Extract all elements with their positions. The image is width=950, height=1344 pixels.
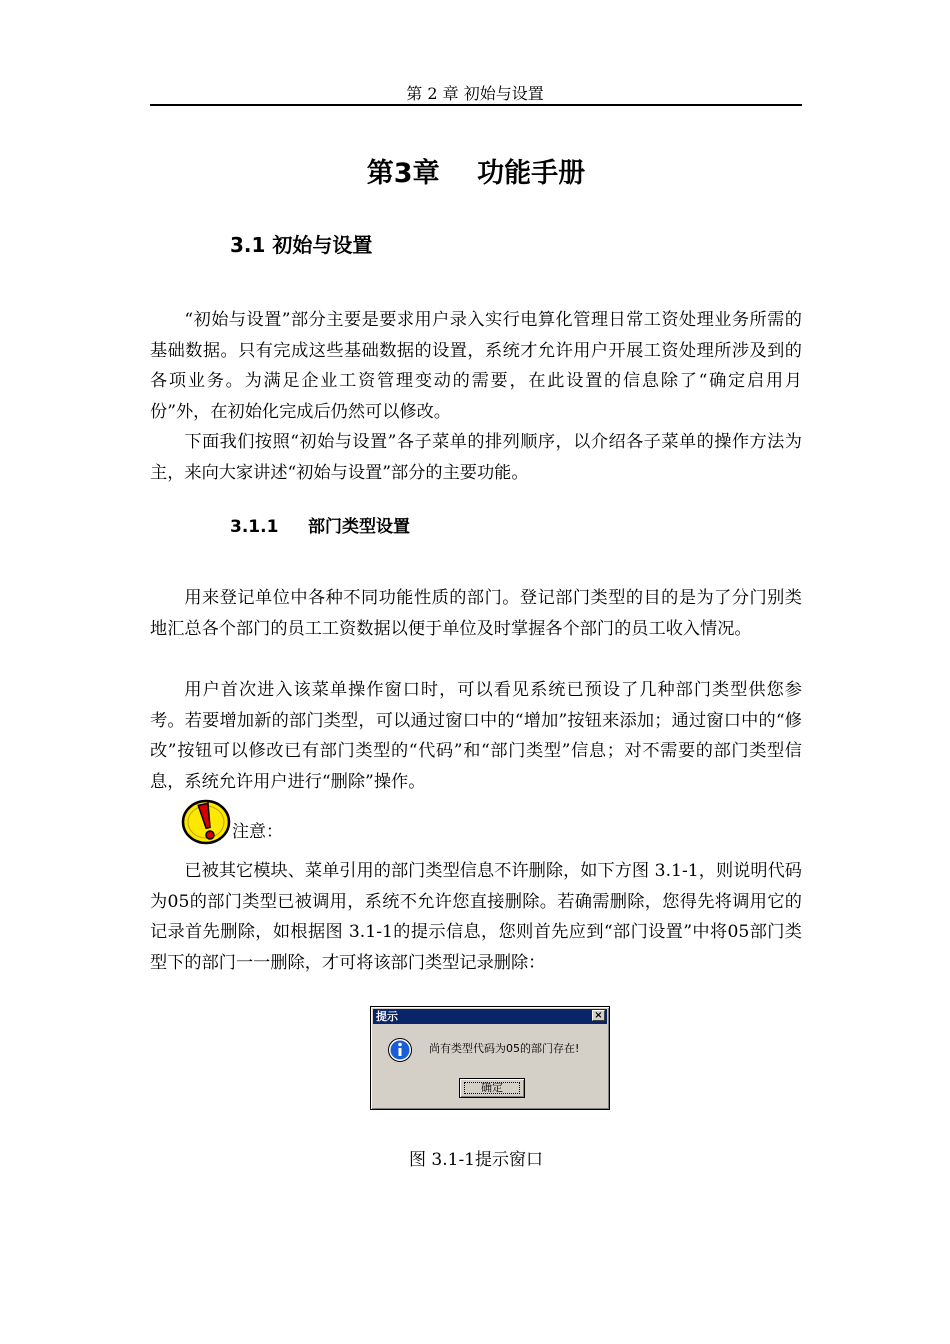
paragraph-usage: 用户首次进入该菜单操作窗口时，可以看见系统已预设了几种部门类型供您参考。若要增加新的部门类型，可以通过窗口中的“增加”按钮来添加；通过窗口中的“修改”按钮可以修改已有部门类型的“代码”和“部门类型”信息；对不需要的部门类型信息，系统允许用户进行“删除”操作。 <box>150 680 802 792</box>
paragraph-intro: “初始与设置”部分主要是要求用户录入实行电算化管理日常工资处理业务所需的基础数据。只有完成这些基础数据的设置，系统才允许用户开展工资处理所涉及到的各项业务。为满足企业工资管理变动的需要，在此设置的信息除了“确定启用月份”外，在初始化完成后仍然可以修改。 <box>150 310 802 422</box>
section-title: 3.1 初始与设置 <box>230 233 373 257</box>
dialog-titlebar <box>373 1009 607 1024</box>
notice-label: 注意： <box>232 822 283 842</box>
paragraph-overview: 下面我们按照“初始与设置”各子菜单的排列顺序，以介绍各子菜单的操作方法为主，来向大家讲述“初始与设置”部分的主要功能。 <box>150 432 802 483</box>
notice <box>180 798 283 846</box>
warning-exclamation-icon <box>180 798 232 846</box>
running-header: 第 2 章 初始与设置 <box>406 84 544 103</box>
close-button[interactable]: × <box>592 1010 605 1021</box>
dialog-title: 提示 <box>376 1010 398 1023</box>
paragraph-purpose: 用来登记单位中各种不同功能性质的部门。登记部门类型的目的是为了分门别类地汇总各个部门的员工工资数据以便于单位及时掌握各个部门的员工收入情况。 <box>150 588 802 639</box>
paragraph-delete-rule: 已被其它模块、菜单引用的部门类型信息不许删除，如下方图 3.1-1，则说明代码为05的部门类型已被调用，系统不允许您直接删除。若确需删除，您得先将调用它的记录首先删除，如根据图 3.1-1的提示信息，您则首先应到“部门设置”中将05部门类型下的部门一一删除，才可将该部门类型记录删除： <box>150 861 802 973</box>
prompt-dialog <box>370 1006 610 1110</box>
chapter-title: 第3章 功能手册 <box>366 158 586 189</box>
ok-button[interactable] <box>459 1078 525 1098</box>
info-icon <box>387 1037 413 1063</box>
header-rule <box>150 104 802 106</box>
ok-button-label: 确定 <box>481 1081 503 1094</box>
figure-caption: 图 3.1-1提示窗口 <box>409 1150 543 1170</box>
dialog-message: 尚有类型代码为05的部门存在! <box>429 1042 580 1055</box>
subsection-title: 3.1.1 部门类型设置 <box>230 517 410 537</box>
